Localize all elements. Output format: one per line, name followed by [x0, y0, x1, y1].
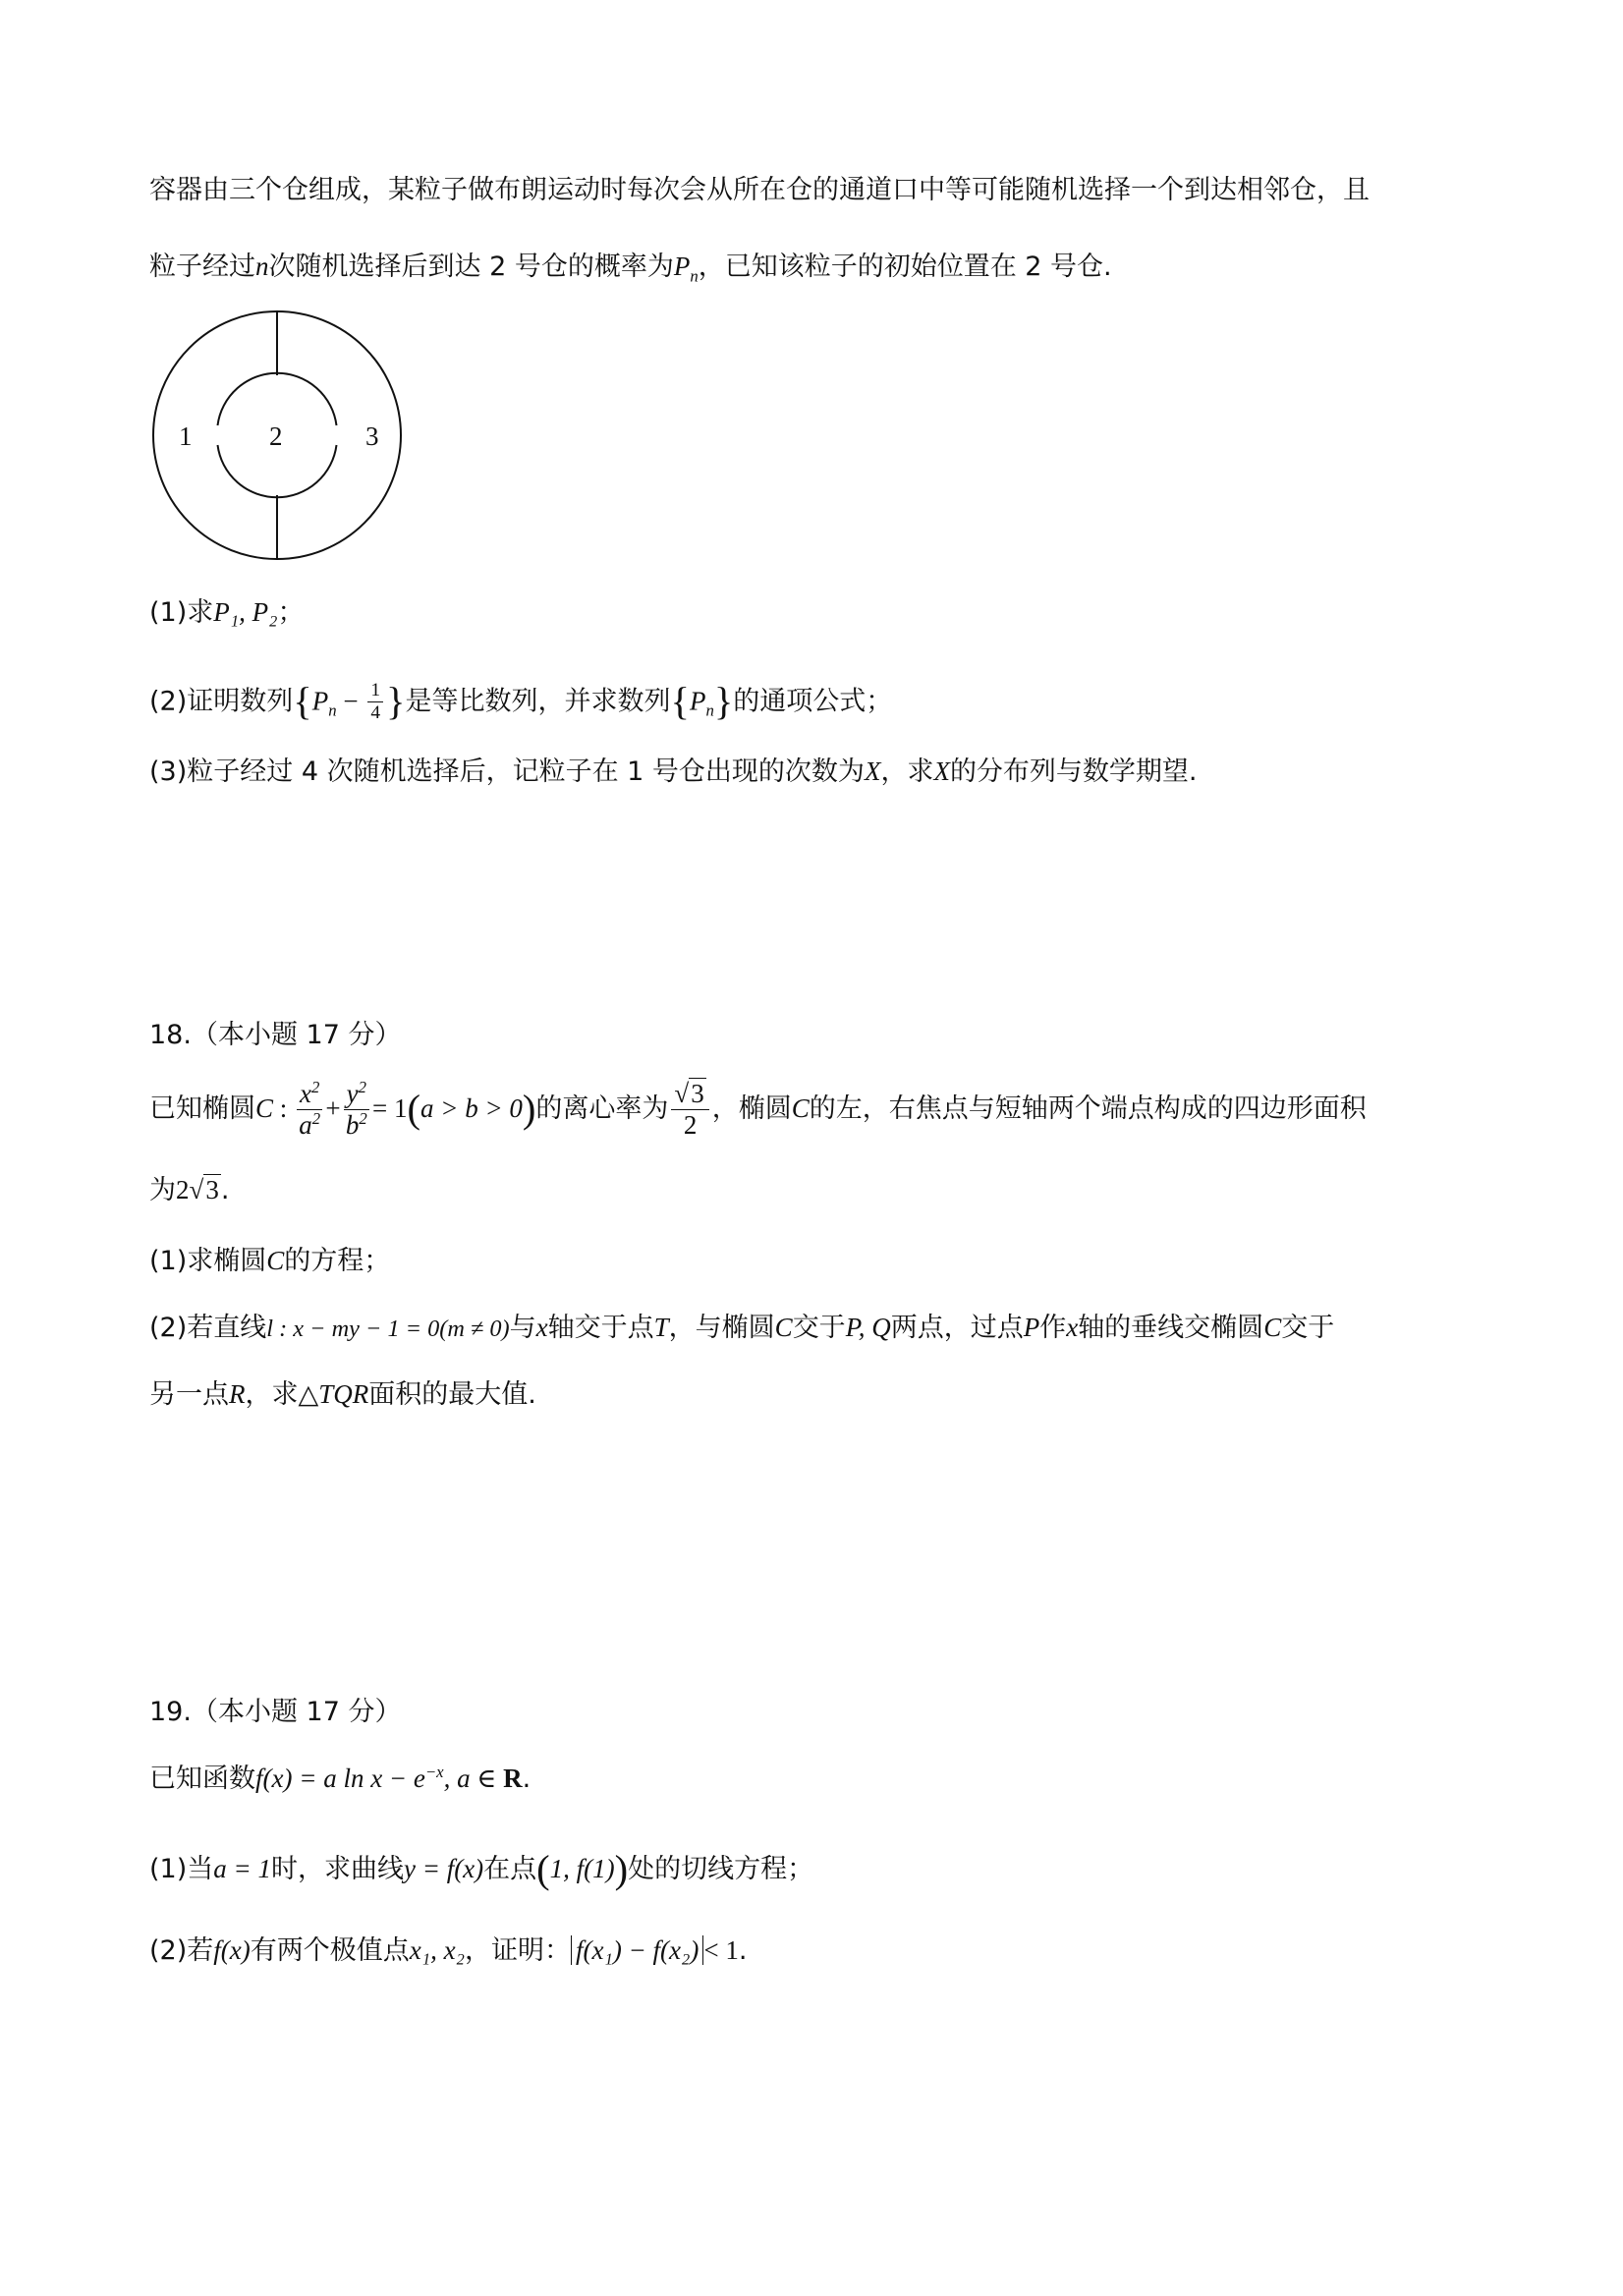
chamber-label-1: 1	[179, 421, 193, 451]
chamber-diagram	[147, 309, 413, 575]
q18-part-1: (1)求椭圆C的方程；	[149, 1246, 391, 1276]
intro-line-1	[149, 177, 1370, 203]
chamber-label-3: 3	[365, 421, 379, 451]
fraction-y2-b2: $\frac{y^2}{b^2}$	[344, 1079, 369, 1141]
fraction-one-quarter: $\frac{1}{4}$	[367, 680, 383, 725]
q17-part-3: (3)粒子经过 4 次随机选择后，记粒子在 1 号仓出现的次数为X，求X的分布列与数学期望.	[149, 756, 1198, 787]
intro-text-1: 容器由三个仓组成，某粒子做布朗运动时每次会从所在仓的通道口中等可能随机选择一个到达相邻仓，且	[149, 175, 1370, 205]
q19-line-1: 已知函数f(x) = a $\ln x - e^{-x}$, a ∈ R.	[149, 1763, 532, 1794]
q18-header: 18.（本小题 17 分）	[149, 1020, 402, 1050]
q18-part-2: (2)若直线l : x − my − 1 = 0(m ≠ 0)与x轴交于点T，与椭圆C交于P, Q两点，过点P作x轴的垂线交椭圆C交于	[149, 1313, 1335, 1343]
intro-line-2: 粒子经过n次随机选择后到达 2 号仓的概率为$P_n$，已知该粒子的初始位置在 2 号仓.	[149, 252, 1112, 286]
q19-part-1: (1)当a = 1时，求曲线y = f(x)在点(1, f(1))处的切线方程；	[149, 1847, 814, 1891]
inner-arc-top	[218, 373, 337, 425]
q18-part-2-cont: 另一点R，求△TQR面积的最大值.	[149, 1379, 536, 1410]
q18-line-1: 已知椭圆C : $\frac{x^2}{a^2}$ + $\frac{y^2}{b^2}$ = 1(a > b > 0)的离心率为 $\frac{√3}{2}$ ，椭圆C的左，右焦点与短轴两个端点构成的四边形面积	[149, 1078, 1367, 1141]
q19-header: 19.（本小题 17 分）	[149, 1697, 402, 1727]
q17-part-2: (2)证明数列{$P_n$ − $\frac{1}{4}$ }是等比数列，并求数列$\{P_n\}$的通项公式；	[149, 679, 893, 724]
q17-part-1: (1)求P₁, P₂；	[149, 597, 305, 628]
fraction-x2-a2: $\frac{x^2}{a^2}$	[297, 1079, 322, 1141]
inner-arc-bottom	[218, 445, 337, 497]
q19-part-2: (2)若f(x)有两个极值点x₁, x₂，证明： f(x₁) − f(x₂) < 1.	[149, 1935, 748, 1966]
chamber-label-2: 2	[269, 421, 283, 451]
q18-line-2: 为2√3.	[149, 1175, 230, 1205]
fraction-eccentricity: $\frac{√3}{2}$	[671, 1079, 708, 1141]
